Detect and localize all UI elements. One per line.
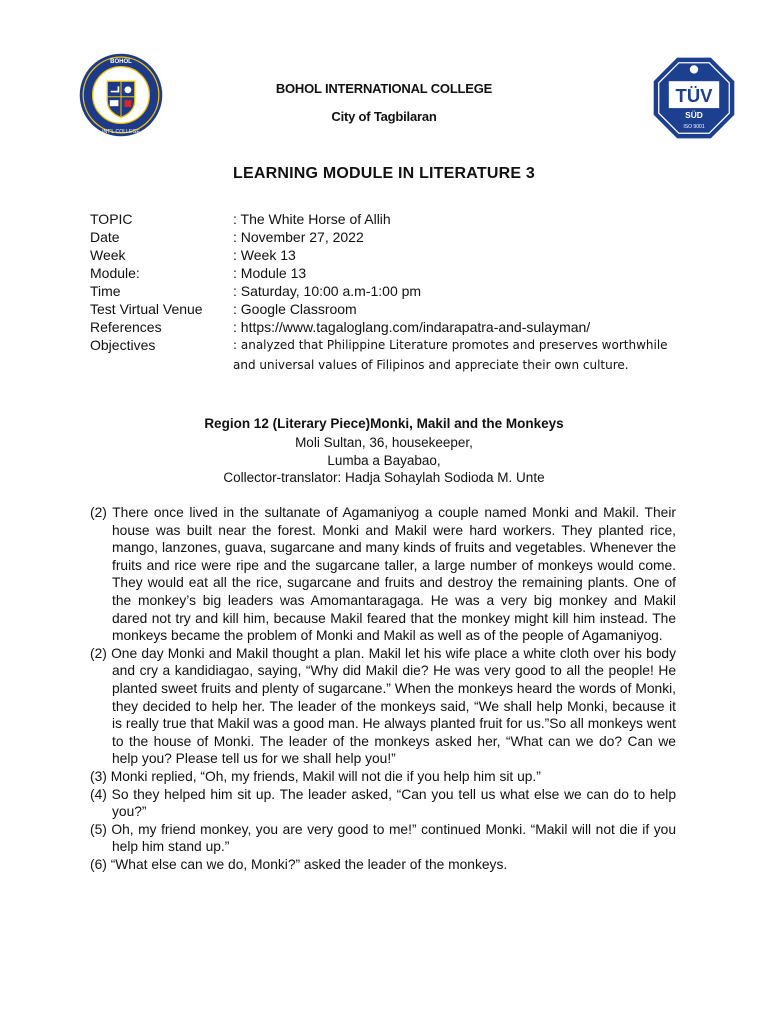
story-paragraph: (5) Oh, my friend monkey, you are very good to me!” continued Monki. “Makil will not die if you help him stand up.” <box>90 821 676 855</box>
svg-text:BOHOL: BOHOL <box>110 59 132 66</box>
credit-line: Moli Sultan, 36, housekeeper, <box>295 435 473 450</box>
reference-link[interactable]: : https://www.tagaloglang.com/indarapatra-and-sulayman/ <box>233 319 591 335</box>
tuv-logo-text: TÜV <box>675 85 713 107</box>
tuv-certification-logo <box>652 56 736 140</box>
info-value: : Week 13 <box>233 247 296 263</box>
info-label: References <box>90 319 162 335</box>
info-value: : Module 13 <box>233 265 307 281</box>
info-label: Objectives <box>90 337 156 353</box>
info-value: : Google Classroom <box>233 301 357 317</box>
school-city: City of Tagbilaran <box>331 109 437 124</box>
info-value: : Saturday, 10:00 a.m-1:00 pm <box>233 283 422 299</box>
credit-line: Collector-translator: Hadja Sohaylah Sodioda M. Unte <box>223 470 545 485</box>
story-paragraph: (2) One day Monki and Makil thought a plan. Makil let his wife place a white cloth over his body and cry a kandidiagao, saying, “Why did Makil die? He was very good to all the people! He planted sweet fruits and plenty of sugarcane.” When the monkeys heard the words of Monki, they decided to help her. The leader of the monkeys said, “We shall help Monki, because it is really true that Makil was a good man. He always planted fruit for us.”So all monkeys went to the house of Monki. The leader of the monkeys asked her, “What can we do? Can we help you? Please tell us for we shall help you!” <box>90 645 676 767</box>
story-paragraph: (6) “What else can we do, Monki?” asked the leader of the monkeys. <box>90 856 508 872</box>
story-paragraph: (4) So they helped him sit up. The leader asked, “Can you tell us what else we can do to help you?” <box>90 786 676 820</box>
info-value: : The White Horse of Allih <box>233 211 391 227</box>
sud-logo-text: SÜD <box>685 110 703 121</box>
credit-line: Lumba a Bayabao, <box>327 452 441 468</box>
svg-text:INT'L COLLEGE: INT'L COLLEGE <box>102 128 140 135</box>
info-label: TOPIC <box>90 211 133 227</box>
objectives-text: : analyzed that Philippine Literature promotes and preserves worthwhile and universal values of Filipinos and appreciate their own culture. <box>233 338 668 372</box>
info-label: Test Virtual Venue <box>90 301 203 317</box>
school-name: BOHOL INTERNATIONAL COLLEGE <box>275 81 493 96</box>
info-label: Time <box>90 283 121 299</box>
story-text <box>90 504 676 873</box>
literary-piece-title: Region 12 (Literary Piece)Monki, Makil and the Monkeys <box>204 416 564 431</box>
story-paragraph: (2) There once lived in the sultanate of Agamaniyog a couple named Monki and Makil. Their house was built near the forest. Monki and Makil were hard workers. They planted rice, mango, lanzones, guava, sugarcane and many kinds of fruits and vegetables. Whenever the fruits and rice were ripe and the sugarcane taller, a large number of monkeys would come. They would eat all the rice, sugarcane and fruits and destroy the remaining plants. One of the monkey’s big leaders was Amomantaragaga. He was a very big monkey and Makil dared not try and kill him, because Makil feared that the monkey might kill him instead. The monkeys became the problem of Monki and Makil as well as of the people of Agamaniyog. <box>90 505 676 644</box>
story-paragraph: (3) Monki replied, “Oh, my friends, Makil will not die if you help him sit up.” <box>90 768 541 784</box>
info-label: Module: <box>90 265 140 281</box>
info-value: : November 27, 2022 <box>233 229 364 245</box>
module-title: LEARNING MODULE IN LITERATURE 3 <box>233 165 535 182</box>
piece-credits <box>0 434 768 487</box>
info-label: Date <box>90 229 120 245</box>
info-label: Week <box>90 247 126 263</box>
iso-logo-text: ISO 9001 <box>683 124 705 131</box>
